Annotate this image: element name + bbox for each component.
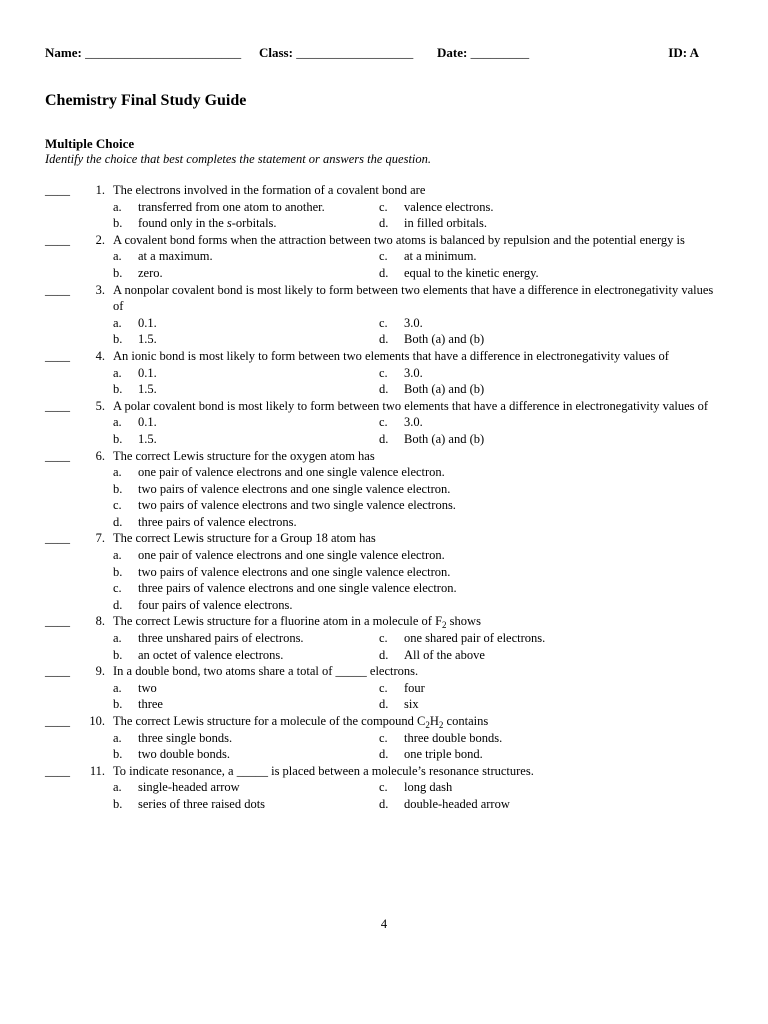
answer-option[interactable] [113,547,445,564]
option-letter: b. [113,332,123,347]
date-label: Date: [437,45,468,60]
answer-option[interactable] [113,597,292,614]
option-row [113,331,725,348]
option-text: an octet of valence electrons. [138,647,284,662]
option-row [113,215,725,232]
option-text: three [138,697,163,712]
option-letter: d. [379,647,389,662]
option-row [113,564,725,581]
option-letter: a. [113,548,122,563]
option-text: one shared pair of electrons. [404,631,546,646]
option-text: four [404,680,425,695]
name-label: Name: [45,45,82,60]
answer-option[interactable] [113,265,379,282]
question-number: 5. [95,398,105,413]
option-letter: d. [379,747,389,762]
option-text: single-headed arrow [138,780,240,795]
answer-option[interactable] [113,696,379,713]
document-title: Chemistry Final Study Guide [45,92,247,109]
option-row [113,431,725,448]
question-stem: To indicate resonance, a _____ is placed between a molecule’s resonance structures. [113,763,534,778]
answer-option[interactable] [113,464,445,481]
answer-option[interactable] [113,381,379,398]
answer-blank[interactable]: ____ [45,614,70,629]
option-row [113,796,725,813]
question-item [45,448,725,531]
option-row [113,680,725,697]
option-text: 3.0. [404,365,423,380]
option-text: found only in the s-orbitals. [138,216,277,231]
question-stem: The correct Lewis structure for a Group 18 atom has [113,531,376,546]
option-letter: d. [379,796,389,811]
option-text: three single bonds. [138,730,233,745]
question-stem: In a double bond, two atoms share a total of _____ electrons. [113,664,419,679]
answer-option[interactable] [379,730,645,747]
option-letter: d. [379,697,389,712]
answer-option[interactable] [379,215,645,232]
answer-option[interactable] [379,331,645,348]
option-letter: b. [113,697,123,712]
option-row [113,481,725,498]
answer-blank[interactable]: ____ [45,183,70,197]
answer-blank[interactable]: ____ [45,232,70,247]
option-text: 1.5. [138,332,157,347]
option-row [113,365,725,382]
option-letter: c. [379,780,388,795]
option-letter: a. [113,249,122,264]
option-row [113,580,725,597]
question-item [45,663,725,713]
option-text: series of three raised dots [138,796,266,811]
option-text: one pair of valence electrons and one single valence electron. [138,465,445,480]
option-letter: c. [379,365,388,380]
option-text: six [404,697,419,712]
option-text: three pairs of valence electrons. [138,514,297,529]
question-number: 1. [95,183,105,197]
question-number: 3. [95,282,105,297]
option-letter: a. [113,465,122,480]
option-letter: c. [379,249,388,264]
option-text: in filled orbitals. [404,216,487,231]
question-stem: The correct Lewis structure for the oxygen atom has [113,448,375,463]
answer-option[interactable] [113,481,450,498]
option-letter: b. [113,647,123,662]
answer-options [113,680,725,713]
option-letter: b. [113,747,123,762]
option-letter: d. [379,431,389,446]
question-item [45,232,725,282]
question-number: 8. [95,614,105,629]
answer-blank[interactable]: ____ [45,448,70,463]
answer-option[interactable] [113,746,379,763]
option-letter: a. [113,730,122,745]
question-stem: The correct Lewis structure for a fluorine atom in a molecule of $F_2$ shows [113,614,481,631]
subscript: 2 [438,720,444,730]
option-letter: c. [379,680,388,695]
question-stem: A covalent bond forms when the attraction between two atoms is balanced by repulsion and the potential energy is [113,232,685,247]
question-number: 10. [89,714,105,728]
answer-option[interactable] [379,680,645,697]
answer-options [113,630,725,663]
section-title: Multiple Choice [45,136,135,151]
option-text: at a minimum. [404,249,477,264]
option-text: Both (a) and (b) [404,382,485,397]
option-letter: b. [113,564,123,579]
answer-blank[interactable]: ____ [45,664,70,679]
option-letter: a. [113,415,122,430]
answer-option[interactable] [113,365,379,382]
option-row [113,248,725,265]
answer-option[interactable] [379,796,645,813]
question-number: 11. [89,763,105,778]
answer-option[interactable] [113,730,379,747]
question-item [45,763,725,813]
option-text: two [138,680,157,695]
answer-option[interactable] [113,431,379,448]
option-text: 3.0. [404,315,423,330]
question-stem: An ionic bond is most likely to form between two elements that have a difference in electronegativity values of [113,348,669,363]
answer-option[interactable] [113,564,450,581]
option-letter: d. [379,265,389,280]
option-text: All of the above [404,647,485,662]
answer-option[interactable] [379,315,645,332]
question-number: 6. [95,448,105,463]
answer-option[interactable] [379,265,645,282]
option-text: two double bonds. [138,747,231,762]
option-letter: c. [379,415,388,430]
option-letter: c. [379,199,388,214]
answer-options [113,547,725,613]
option-row [113,647,725,664]
answer-blank[interactable]: ____ [45,714,70,728]
name-field [45,45,241,61]
question-stem: A nonpolar covalent bond is most likely to form between two elements that have a difference in electronegativity values of [113,282,714,314]
option-letter: a. [113,315,122,330]
option-letter: d. [379,382,389,397]
option-letter: b. [113,265,123,280]
option-letter: d. [113,597,123,612]
option-letter: c. [379,730,388,745]
option-letter: b. [113,481,123,496]
option-text: three double bonds. [404,730,503,745]
question-item [45,530,725,613]
answer-options [113,315,725,348]
option-row [113,265,725,282]
option-text: 1.5. [138,431,157,446]
answer-options [113,365,725,398]
name-blank: ________________________ [85,45,242,60]
id-label: ID: A [668,45,699,60]
answer-option[interactable] [113,315,379,332]
class-label: Class: [259,45,293,60]
option-row [113,746,725,763]
question-item [45,182,725,232]
answer-option[interactable] [113,647,379,664]
subscript: 2 [442,620,447,631]
question-stem: The correct Lewis structure for a molecule of the compound $C_2H_2$ contains [113,714,489,730]
option-text: three pairs of valence electrons and one single valence electron. [138,581,457,596]
option-text: three unshared pairs of electrons. [138,631,304,646]
option-text: 1.5. [138,382,157,397]
option-letter: a. [113,680,122,695]
option-row [113,547,725,564]
answer-options [113,730,725,763]
question-item [45,613,725,663]
answer-options [113,414,725,447]
answer-option[interactable] [113,331,379,348]
option-text: 0.1. [138,315,157,330]
answer-option[interactable] [379,365,645,382]
answer-option[interactable] [113,414,379,431]
option-text: 3.0. [404,415,423,430]
option-text: double-headed arrow [404,796,510,811]
class-field [259,45,413,61]
question-stem: The electrons involved in the formation of a covalent bond are [113,183,426,197]
answer-blank[interactable]: ____ [45,282,70,297]
italic-text: s [226,216,232,231]
answer-blank[interactable]: ____ [45,531,70,546]
question-list [45,182,725,813]
question-item [45,713,725,763]
option-row [113,497,725,514]
section-instructions: Identify the choice that best completes the statement or answers the question. [45,152,432,166]
option-text: four pairs of valence electrons. [138,597,293,612]
option-text: Both (a) and (b) [404,332,485,347]
question-item [45,398,725,448]
option-text: 0.1. [138,415,157,430]
answer-option[interactable] [379,199,645,216]
answer-option[interactable] [379,696,645,713]
answer-option[interactable] [379,647,645,664]
option-text: equal to the kinetic energy. [404,265,539,280]
option-text: two pairs of valence electrons and one single valence electron. [138,564,451,579]
subscript: 2 [425,720,430,730]
option-letter: a. [113,365,122,380]
option-row [113,730,725,747]
option-row [113,597,725,614]
option-text: at a maximum. [138,249,213,264]
option-letter: a. [113,199,122,214]
answer-blank[interactable]: ____ [45,398,70,413]
option-text: one triple bond. [404,747,483,762]
question-stem: A polar covalent bond is most likely to form between two elements that have a difference in electronegativity values of [113,398,709,413]
answer-option[interactable] [113,580,457,597]
option-row [113,315,725,332]
option-letter: c. [113,581,122,596]
option-letter: a. [113,780,122,795]
option-row [113,779,725,796]
answer-option[interactable] [113,248,379,265]
answer-option[interactable] [379,779,645,796]
option-letter: c. [379,315,388,330]
option-text: valence electrons. [404,199,494,214]
option-text: two pairs of valence electrons and two single valence electrons. [138,498,456,513]
option-letter: d. [379,332,389,347]
option-text: zero. [138,265,163,280]
answer-option[interactable] [379,630,645,647]
option-letter: c. [113,498,122,513]
option-row [113,630,725,647]
answer-option[interactable] [113,779,379,796]
answer-option[interactable] [113,796,379,813]
answer-options [113,779,725,812]
question-number: 9. [95,664,105,679]
option-letter: b. [113,382,123,397]
option-letter: b. [113,796,123,811]
answer-option[interactable] [113,630,379,647]
answer-options [113,248,725,281]
question-item [45,348,725,398]
page-number: 4 [380,917,388,931]
option-letter: d. [379,216,389,231]
option-text: 0.1. [138,365,157,380]
question-number: 7. [95,531,105,546]
option-letter: b. [113,216,123,231]
date-field [437,45,529,61]
class-blank: __________________ [296,45,414,60]
answer-option[interactable] [113,514,297,531]
answer-options [113,464,725,530]
answer-options [113,199,725,232]
answer-option[interactable] [379,431,645,448]
answer-option[interactable] [113,215,379,232]
answer-option[interactable] [113,680,379,697]
option-text: transferred from one atom to another. [138,199,325,214]
answer-option[interactable] [113,497,456,514]
option-letter: a. [113,631,122,646]
option-row [113,414,725,431]
option-letter: b. [113,431,123,446]
answer-blank[interactable]: ____ [45,348,70,363]
option-letter: c. [379,631,388,646]
option-text: two pairs of valence electrons and one single valence electron. [138,481,451,496]
answer-option[interactable] [379,248,645,265]
option-row [113,199,725,216]
option-row [113,381,725,398]
answer-option[interactable] [379,381,645,398]
answer-blank[interactable]: ____ [45,763,70,778]
answer-option[interactable] [379,414,645,431]
question-number: 2. [95,232,105,247]
option-text: long dash [404,780,453,795]
question-item [45,282,725,348]
option-text: one pair of valence electrons and one single valence electron. [138,548,445,563]
question-number: 4. [95,348,105,363]
date-blank: _________ [470,45,530,60]
option-text: Both (a) and (b) [404,431,485,446]
answer-option[interactable] [113,199,379,216]
option-row [113,696,725,713]
option-letter: d. [113,514,123,529]
option-row [113,514,725,531]
answer-option[interactable] [379,746,645,763]
option-row [113,464,725,481]
